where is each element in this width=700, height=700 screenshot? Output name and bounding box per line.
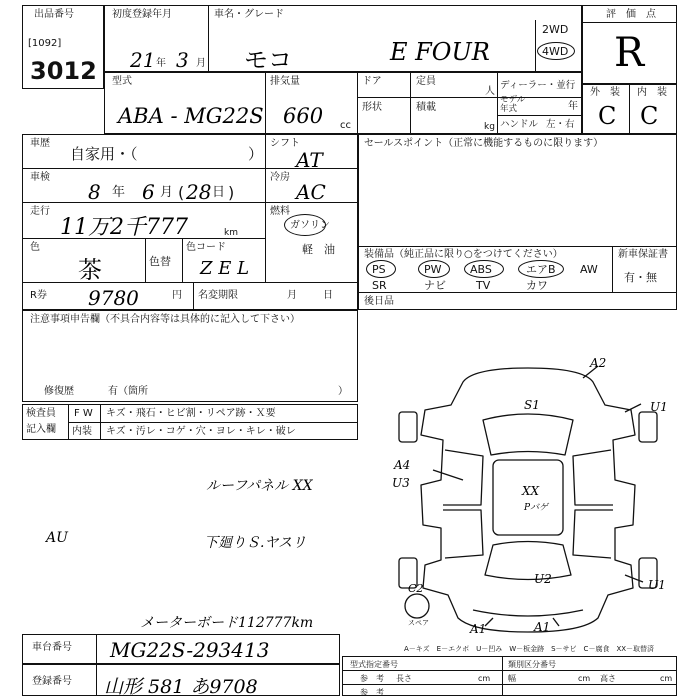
shift-value: AT [296, 148, 323, 172]
year-unit: 年 [156, 58, 166, 69]
diagram-legend: A－キズ E－エクボ U－凹み W－板金跡 S－サビ C－腐食 XX－取替済 [404, 645, 655, 653]
month-unit: 月 [196, 58, 206, 69]
score-label: 評 価 点 [606, 9, 656, 20]
remark-roof: ルーフパネル XX [206, 478, 313, 494]
capacity-label: 定員 [416, 76, 436, 87]
color-label: 色 [30, 242, 40, 253]
equipment-label: 装備品（純正品に限り○をつけてください） [364, 249, 563, 260]
history-value: 自家用・（ [70, 145, 138, 163]
type-value: ABA - MG22S [118, 104, 264, 128]
equip-airbag: エアB [526, 263, 556, 276]
fw-items: キズ・飛石・ヒビ割・リペア跡・Ｘ要 [106, 408, 276, 419]
model-label: 車名・グレード [214, 9, 284, 20]
first-reg-year: 21 [130, 48, 156, 72]
displacement-label: 排気量 [270, 76, 300, 87]
ref-label-1: 参 考 [360, 674, 384, 683]
first-reg-label: 初度登録年月 [112, 9, 172, 20]
ac-label: 冷房 [270, 172, 290, 183]
load-unit: kg [484, 122, 495, 132]
inspection-month-unit: 月 [160, 185, 174, 200]
ref-label-2: 参 考 [360, 688, 384, 697]
door-label: ドア [362, 76, 382, 87]
mark-a1-right: A1 [534, 620, 551, 634]
equip-aw: AW [580, 263, 598, 276]
fuel-other: 軽 油 [302, 243, 335, 256]
inspection-paren-open: ( [178, 183, 185, 202]
mark-p-hage: Pバゲ [524, 503, 549, 513]
type-label: 型式 [112, 76, 132, 87]
lot-number: 3012 [30, 57, 97, 85]
repair-value: 有（箇所 [108, 386, 148, 397]
model-name: モコ [244, 46, 292, 74]
grade: E FOUR [390, 38, 490, 66]
shape-label: 形状 [362, 102, 382, 113]
displacement-value: 660 [283, 104, 324, 128]
model-year-label: モデル 年式 [500, 95, 526, 114]
remark-au: AU [46, 530, 68, 546]
int-label: 内 装 [637, 87, 667, 98]
length-unit: cm [478, 674, 491, 683]
inspector-label1: 検査員 [26, 408, 56, 419]
ext-score: C [598, 102, 617, 130]
ac-value: AC [296, 180, 326, 204]
capacity-unit: 人 [485, 86, 495, 97]
mark-u1-bottom: U1 [648, 578, 666, 592]
inspection-paren-close: ) [228, 183, 235, 202]
mark-a1-left: A1 [470, 622, 487, 636]
load-label: 積載 [416, 102, 436, 113]
inspection-day: 28 [186, 180, 212, 204]
reg-value: 山形 581 あ9708 [104, 676, 258, 698]
mark-xx: XX [522, 484, 540, 498]
type-desig-label: 型式指定番号 [350, 660, 398, 669]
name-change-label: 名変期限 [198, 290, 238, 301]
class-label: 類別区分番号 [508, 660, 556, 669]
equip-pw: PW [424, 263, 442, 276]
after-label: 後日品 [364, 296, 394, 307]
reg-label: 登録番号 [32, 676, 72, 687]
mileage-value: 11万2千777 [60, 215, 188, 240]
notes-label: 注意事項申告欄（不具合内容等は具体的に記入して下さい） [30, 314, 300, 325]
model-year-unit: 年 [568, 101, 578, 112]
mark-u2: U2 [534, 572, 552, 586]
name-change-month-unit: 月 [287, 290, 297, 301]
remark-floor: 下廻りＳ.ヤスリ [204, 535, 307, 551]
color-change-label: 色替 [149, 255, 171, 268]
equip-sr: SR [372, 279, 387, 292]
chassis-value: MG22S-293413 [110, 638, 270, 662]
width-unit: cm [578, 674, 591, 683]
name-change-day-unit: 日 [323, 290, 333, 301]
equip-tv: TV [476, 279, 491, 292]
inspection-year: 8 [88, 180, 101, 204]
int-score: C [640, 102, 659, 130]
inspection-day-unit: 日 [212, 185, 226, 200]
inspection-label: 車検 [30, 172, 50, 183]
mark-s1: S1 [524, 398, 540, 412]
drive-2wd: 2WD [542, 23, 569, 36]
color-code-value: Z E L [200, 258, 250, 279]
repair-close: ） [338, 386, 348, 397]
height-unit: cm [660, 674, 673, 683]
equip-navi: ナビ [424, 279, 446, 292]
shift-label: シフト [270, 138, 300, 149]
color-value: 茶 [78, 256, 102, 284]
fuel-value: ガソリン [290, 220, 330, 231]
fw-label: F W [74, 408, 93, 419]
remark-odo: メーターボード112777km [140, 615, 314, 631]
fuel-label: 燃料 [270, 206, 290, 217]
history-label: 車歴 [30, 138, 50, 149]
drive-4wd: 4WD [542, 45, 569, 58]
length-label: 長さ [396, 674, 412, 683]
equip-ps: PS [372, 263, 386, 276]
lot-label: 出品番号 [34, 9, 74, 20]
warranty-value: 有・無 [624, 271, 657, 284]
width-label: 幅 [508, 674, 516, 683]
mileage-label: 走行 [30, 206, 50, 217]
displacement-unit: cc [340, 120, 351, 131]
recycle-unit: 円 [172, 290, 182, 301]
equip-abs: ABS [470, 263, 492, 276]
mileage-unit: km [224, 228, 238, 238]
recycle-value: 9780 [88, 286, 139, 310]
mark-a4: A4 [394, 458, 411, 472]
int-items-label: 内装 [72, 426, 92, 437]
chassis-label: 車台番号 [32, 642, 72, 653]
handle-label: ハンドル [500, 119, 539, 130]
recycle-label: R券 [30, 290, 47, 301]
score-value: R [614, 30, 645, 76]
sales-point-label: セールスポイント（正常に機能するものに限ります） [364, 138, 604, 149]
first-reg-month: 3 [176, 48, 189, 72]
spare-label: スペア [408, 619, 429, 627]
mark-u3: U3 [392, 476, 410, 490]
history-close: ） [248, 145, 264, 163]
ext-label: 外 装 [590, 87, 620, 98]
equip-leather: カワ [526, 279, 548, 292]
lot-sub: [1092] [28, 38, 62, 49]
color-code-label: 色コード [186, 242, 226, 253]
mark-a2: A2 [590, 356, 607, 370]
int-items: キズ・汚レ・コゲ・穴・ヨレ・キレ・破レ [106, 426, 296, 437]
repair-label: 修復歴 [44, 386, 74, 397]
mark-u1-top: U1 [650, 400, 668, 414]
dealer-label: ディーラー・並行 [500, 80, 576, 91]
inspection-year-unit: 年 [112, 185, 126, 200]
inspector-label2: 記入欄 [26, 424, 56, 435]
handle-value: 左・右 [546, 119, 575, 130]
height-label: 高さ [600, 674, 616, 683]
mark-c2: C2 [408, 582, 424, 595]
warranty-label: 新車保証書 [618, 249, 668, 260]
inspection-month: 6 [142, 180, 155, 204]
